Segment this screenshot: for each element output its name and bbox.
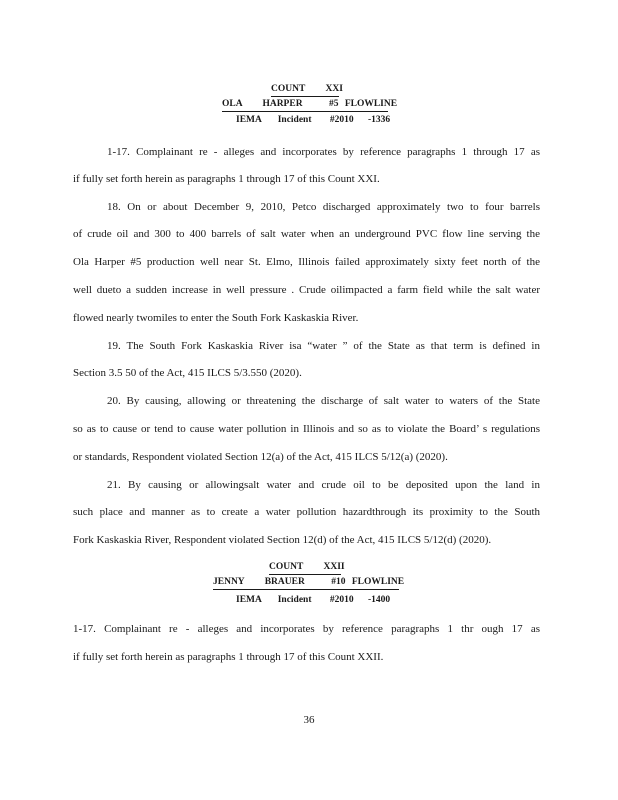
paragraph-line: 1-17. Complainant re - alleges and incorporates by reference paragraphs 1 thr ough 17 as [73,623,540,635]
incident-agency: IEMA [236,115,262,125]
site-name: BRAUER [264,577,305,587]
paragraph-line: if fully set forth herein as paragraphs 1 through 17 of this Count XXI. [73,173,380,185]
underline [271,96,339,97]
site-name: JENNY [213,577,245,587]
paragraph-line: Ola Harper #5 production well near St. Elmo, Illinois failed approximately sixty feet north of the [73,256,540,268]
count-number: XXI [325,84,343,94]
underline [222,111,388,112]
underline [269,574,341,575]
incident-word: Incident [277,595,312,605]
count-heading [271,84,343,94]
incident-number: #2010 [329,115,354,125]
site-type: FLOWLINE [344,99,398,109]
site-name: OLA [222,99,243,109]
incident-agency: IEMA [236,595,262,605]
incident-heading [236,115,390,125]
incident-word: Incident [277,115,312,125]
site-name: HARPER [262,99,303,109]
incident-number: #2010 [329,595,354,605]
well-number: #5 [328,99,339,109]
well-number: #10 [331,577,346,587]
paragraph-line: if fully set forth herein as paragraphs 1 through 17 of this Count XXII. [73,651,384,663]
page-number: 36 [303,714,315,726]
site-heading [213,577,404,587]
count-number: XXII [323,562,345,572]
paragraph-line: 20. By causing, allowing or threatening the discharge of salt water to waters of the State [107,395,540,407]
site-type: FLOWLINE [351,577,405,587]
paragraph-line: 19. The South Fork Kaskaskia River isa “water ” of the State as that term is defined in [107,340,540,352]
paragraph-line: well dueto a sudden increase in well pressure . Crude oilimpacted a farm field while the salt water [73,284,540,296]
incident-suffix: -1336 [368,115,391,125]
paragraph-line: 18. On or about December 9, 2010, Petco discharged approximately two to four barrels [107,201,540,213]
paragraph-line: of crude oil and 300 to 400 barrels of salt water when an underground PVC flow line serving the [73,228,540,240]
count-label: COUNT [269,562,304,572]
paragraph-line: such place and manner as to create a water pollution hazardthrough its proximity to the South [73,506,540,518]
paragraph-line: Fork Kaskaskia River, Respondent violated Section 12(d) of the Act, 415 ILCS 5/12(d) (2020). [73,534,492,546]
count-label: COUNT [271,84,306,94]
count-heading [269,562,345,572]
paragraph-line: 1-17. Complainant re - alleges and incorporates by reference paragraphs 1 through 17 as [107,146,540,158]
site-heading [222,99,397,109]
underline [213,589,399,590]
paragraph-line: so as to cause or tend to cause water pollution in Illinois and so as to violate the Board’ s regulations [73,423,540,435]
paragraph-line: flowed nearly twomiles to enter the South Fork Kaskaskia River. [73,312,359,324]
incident-suffix: -1400 [368,595,391,605]
paragraph-line: or standards, Respondent violated Section 12(a) of the Act, 415 ILCS 5/12(a) (2020). [73,451,448,463]
paragraph-line: Section 3.5 50 of the Act, 415 ILCS 5/3.550 (2020). [73,367,302,379]
incident-heading [236,595,390,605]
paragraph-line: 21. By causing or allowingsalt water and crude oil to be deposited upon the land in [107,479,540,491]
